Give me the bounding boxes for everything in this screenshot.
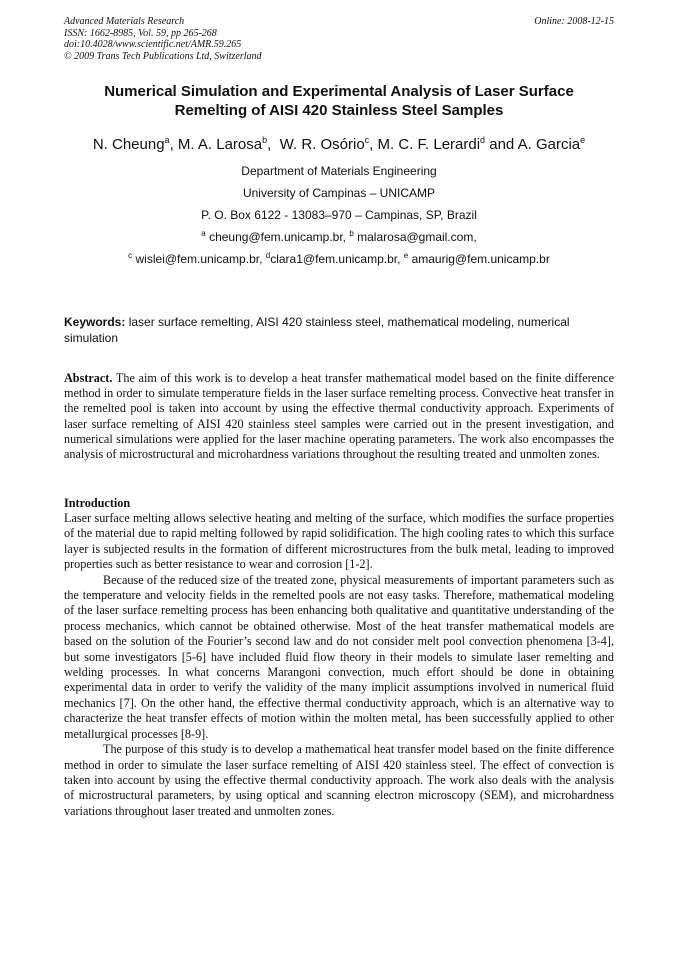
email-line-1: $^a$ cheung@fem.unicamp.br, $^b$ malarosa@gmail.com, <box>201 229 477 244</box>
abstract <box>64 371 614 462</box>
email: wislei@fem.unicamp.br <box>135 252 260 266</box>
department: Department of Materials Engineering <box>241 164 437 178</box>
author: N. Cheung$^a$, <box>92 135 178 153</box>
email: cheung@fem.unicamp.br <box>209 230 343 244</box>
university: University of Campinas – UNICAMP <box>242 186 436 200</box>
issn-line: ISSN: 1662-8985, Vol. 59, pp 265-268 <box>64 27 217 39</box>
author: A. Garcia$^e$ <box>517 135 586 153</box>
author: W. R. Osório$^c$, <box>279 135 378 153</box>
keywords-text: laser surface remelting, AISI 420 stainless steel, mathematical modeling, numerical simulation <box>64 315 570 345</box>
email-line-2: $^c$ wislei@fem.unicamp.br, $^d$clara1@fem.unicamp.br, $^e$ amaurig@fem.unicamp.br <box>128 251 550 266</box>
postal-address: P. O. Box 6122 - 13083–970 – Campinas, SP, Brazil <box>201 208 477 222</box>
journal-name: Advanced Materials Research <box>64 16 185 27</box>
paragraph: Laser surface melting allows selective heating and melting of the surface, which modifies the surface properties of the material due to rapid melting followed by rapid solidification. The high cooling rates to which this surface layer is subjected results in the formation of different microstructures from the bulk metal, leading to improved properties such as better resistance to wear and corrosion [1-2]. <box>64 511 614 572</box>
introduction-heading: Introduction <box>64 496 131 510</box>
email: malarosa@gmail.com <box>357 230 474 244</box>
paragraph: The purpose of this study is to develop a mathematical heat transfer model based on the finite difference method in order to simulate the laser surface remelting of AISI 420 stainless steel. The effect of convection is taken into account by using the effective thermal conductivity approach. The work also deals with the analysis of microstructural parameters, by using optical and scanning electron microscopy (SEM), and microhardness variations throughout laser treated and unmolten zones. <box>64 742 614 818</box>
doi-line: doi:10.4028/www.scientific.net/AMR.59.265 <box>64 39 242 50</box>
introduction-body <box>64 511 614 819</box>
online-date: Online: 2008-12-15 <box>534 16 614 27</box>
keywords-label: Keywords: <box>64 315 126 329</box>
abstract-text: The aim of this work is to develop a heat transfer mathematical model based on the finite difference method in order to simulate temperature fields in the laser surface remelting process. Convective heat transfer in the remelted pool is taken into account by using the effective thermal conductivity approach. Experiments of laser surface remelting of AISI 420 stainless steel samples were carried out in the present investigation, and numerical simulations were applied for the laser machine operating parameters. The work also encompasses the analysis of microstructural and microhardness variations throughout the resulting treated and unmolten zones. <box>64 371 614 462</box>
paragraph: Because of the reduced size of the treated zone, physical measurements of important parameters such as the temperature and velocity fields in the remelted pools are not easy tasks. Therefore, mathematical modeling of the laser surface remelting process has been enhancing both qualitative and quantitative understanding of the process mechanics, which cannot be obtained otherwise. Most of the heat transfer mathematical models are based on the solution of the Fourier’s second law and do not consider melt pool convection phenomena [3-4], but some investigators [5-6] have included fluid flow theory in their models to simulate laser remelting and welding processes. In what concerns Marangoni convection, much effort should be done in obtaining experimental data in order to verify the validity of the many implicit assumptions involved in numerical fluid mechanics [7]. On the other hand, the effective thermal conductivity approach, which is an alternative way to characterize the heat transfer effects of motion within the molten metal, has been successfully applied to other metallurgical processes [8-9]. <box>64 572 614 741</box>
journal-info <box>64 16 262 62</box>
author-list <box>64 136 614 154</box>
abstract-label: Abstract. <box>64 371 113 385</box>
title-line-1: Numerical Simulation and Experimental Analysis of Laser Surface <box>104 83 574 100</box>
email: amaurig@fem.unicamp.br <box>411 252 550 266</box>
author: M. A. Larosa$^b$, <box>177 135 280 153</box>
paper-title <box>64 82 614 120</box>
copyright-line: © 2009 Trans Tech Publications Ltd, Switzerland <box>64 50 262 62</box>
email: clara1@fem.unicamp.br <box>270 252 398 266</box>
keywords <box>64 314 614 346</box>
affiliation <box>64 160 614 270</box>
title-line-2: Remelting of AISI 420 Stainless Steel Samples <box>174 102 504 119</box>
author: M. C. F. Lerardi$^d$ and <box>377 135 518 153</box>
